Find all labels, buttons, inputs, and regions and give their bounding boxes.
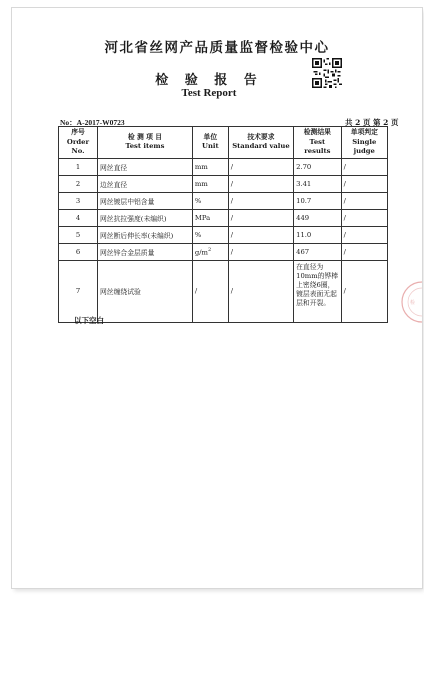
cell-standard-value: / (228, 158, 293, 175)
cell-test-result: 在直径为10mm的铧棒上密绕6圈，镀层表面无起层和开裂。 (294, 260, 341, 322)
cell-unit: % (192, 226, 228, 243)
cell-order-no: 5 (59, 226, 98, 243)
table-row (59, 192, 388, 209)
header-test-results: 检测结果 Test results (294, 127, 341, 159)
seal-stamp-icon (400, 280, 422, 324)
cell-standard-value: / (228, 260, 293, 322)
cell-test-result: 3.41 (294, 175, 341, 192)
cell-unit: $g/m^2$ (192, 243, 228, 260)
page-info: 共 2 页 第 2 页 (345, 118, 399, 127)
cell-order-no: 1 (59, 158, 98, 175)
cell-unit: % (192, 192, 228, 209)
report-number: No：A-2017-W0723 (60, 118, 125, 127)
cell-unit: MPa (192, 209, 228, 226)
report-title-en: Test Report (181, 87, 237, 99)
header-single-judge: 单项判定 Single judge (341, 127, 387, 159)
cell-test-result: 467 (294, 243, 341, 260)
header-order-no: 序号 Order No. (59, 127, 98, 159)
table-row (59, 175, 388, 192)
table-row (59, 209, 388, 226)
organization-title: 河北省丝网产品质量监督检验中心 (104, 40, 330, 56)
cell-test-result: 11.0 (294, 226, 341, 243)
cell-test-item: 网丝镀层中铝含量 (98, 192, 193, 209)
cell-standard-value: / (228, 243, 293, 260)
cell-unit: mm (192, 175, 228, 192)
table-row (59, 158, 388, 175)
cell-single-judge: / (341, 192, 387, 209)
cell-test-item: 网丝锌合金层质量 (98, 243, 193, 260)
cell-single-judge: / (341, 175, 387, 192)
cell-standard-value: / (228, 192, 293, 209)
cell-order-no: 6 (59, 243, 98, 260)
table-row (59, 243, 388, 260)
cell-standard-value: / (228, 226, 293, 243)
cell-order-no: 3 (59, 192, 98, 209)
cell-standard-value: / (228, 209, 293, 226)
cell-test-item: 网丝直径 (98, 158, 193, 175)
table-row (59, 226, 388, 243)
cell-test-item: 网丝缠绕试验 (98, 260, 193, 322)
cell-test-item: 边丝直径 (98, 175, 193, 192)
cell-order-no: 7 (59, 260, 98, 322)
cell-test-result: 2.70 (294, 158, 341, 175)
results-table (58, 126, 388, 323)
report-page (12, 8, 422, 588)
cell-test-result: 10.7 (294, 192, 341, 209)
cell-order-no: 4 (59, 209, 98, 226)
table-header-row (59, 127, 388, 159)
cell-standard-value: / (228, 175, 293, 192)
end-of-content-note: 以下空白 (74, 316, 104, 325)
header-unit: 单位 Unit (192, 127, 228, 159)
table-row (59, 260, 388, 322)
cell-test-item: 网丝断后伸长率(未编织) (98, 226, 193, 243)
cell-unit: mm (192, 158, 228, 175)
cell-single-judge: / (341, 260, 387, 322)
cell-single-judge: / (341, 209, 387, 226)
cell-unit: / (192, 260, 228, 322)
report-title-cn: 检 验 报 告 (155, 73, 263, 88)
header-test-items: 检 测 项 目 Test items (98, 127, 193, 159)
header-standard-value: 技术要求 Standard value (228, 127, 293, 159)
svg-text:检: 检 (410, 300, 416, 306)
cell-test-result: 449 (294, 209, 341, 226)
cell-test-item: 网丝抗拉强度(未编织) (98, 209, 193, 226)
cell-single-judge: / (341, 243, 387, 260)
cell-single-judge: / (341, 158, 387, 175)
cell-single-judge: / (341, 226, 387, 243)
cell-order-no: 2 (59, 175, 98, 192)
